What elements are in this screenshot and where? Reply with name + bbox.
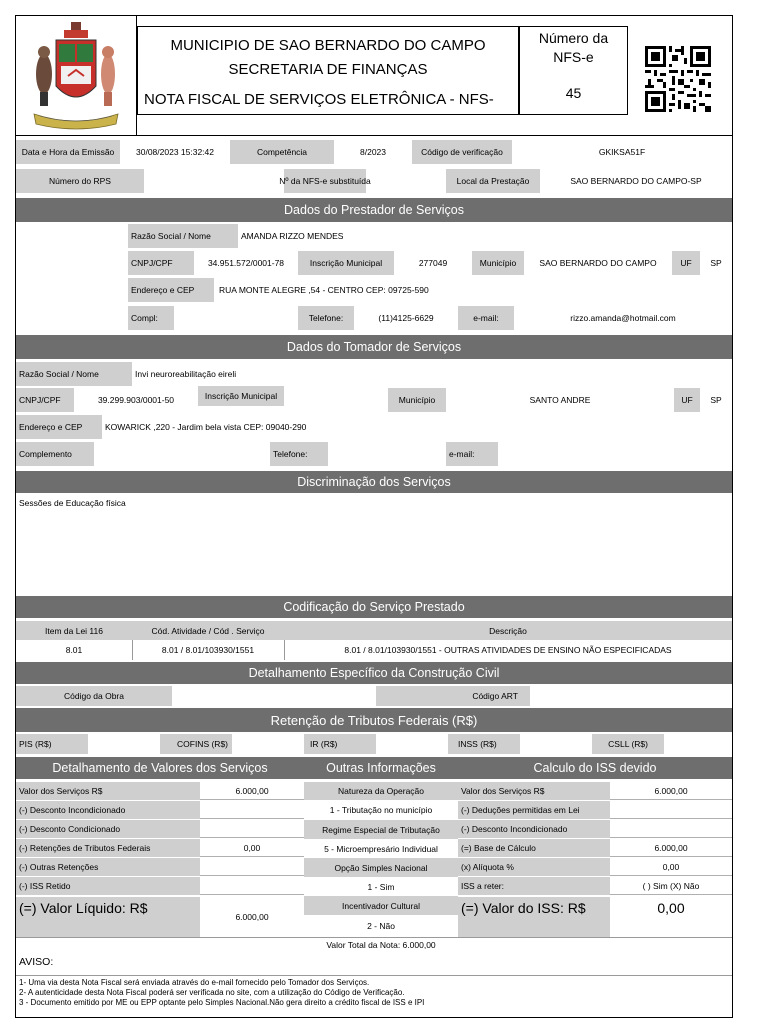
construcao-section-header: Detalhamento Específico da Construção Civil — [16, 662, 732, 684]
discriminacao-section-header: Discriminação dos Serviços — [16, 471, 732, 493]
tomador-im-label: Inscrição Municipal — [198, 386, 284, 406]
prestador-im-value: 277049 — [418, 258, 448, 268]
tomador-endereco-value: KOWARICK ,220 - Jardim bela vista CEP: 09040-290 — [105, 422, 307, 432]
substituida-value — [366, 169, 446, 193]
prestador-email-value: rizzo.amanda@hotmail.com — [570, 313, 676, 323]
iss-row-label: (-) Desconto Incondicionado — [458, 820, 610, 838]
prestador-razao-value: AMANDA RIZZO MENDES — [241, 231, 344, 241]
valores-row-label: (-) Desconto Incondicionado — [16, 801, 200, 819]
emissao-value: 30/08/2023 15:32:42 — [136, 147, 214, 157]
ir-value — [376, 734, 448, 754]
header-line-3: NOTA FISCAL DE SERVIÇOS ELETRÔNICA - NFS- — [144, 91, 494, 108]
prestador-compl-label: Compl: — [128, 306, 174, 330]
competencia-label: Competência — [230, 140, 334, 164]
valores-section-header: Detalhamento de Valores dos Serviços — [16, 757, 304, 779]
retencao-section-header: Retenção de Tributos Federais (R$) — [16, 708, 732, 732]
valor-iss-label-text: (=) Valor do ISS: R$ — [461, 900, 586, 916]
municipal-coat-of-arms-icon — [16, 16, 136, 135]
prestador-im-label: Inscrição Municipal — [298, 251, 394, 275]
tomador-uf-value: SP — [710, 395, 722, 405]
valor-liquido-label-text: (=) Valor Líquido: R$ — [19, 900, 148, 916]
outras-section-header: Outras Informações — [304, 757, 458, 779]
inss-label: INSS (R$) — [448, 734, 520, 754]
iss-row-value: ( ) Sim (X) Não — [610, 877, 732, 895]
cofins-label: COFINS (R$) — [160, 734, 232, 754]
valores-row-value — [200, 877, 304, 895]
prestador-compl-value — [174, 306, 298, 330]
municipality-header-box — [137, 26, 519, 115]
valores-row-value: 6.000,00 — [200, 782, 304, 800]
tomador-section-header: Dados do Tomador de Serviços — [16, 335, 732, 359]
natureza-label: Natureza da Operação — [304, 782, 458, 800]
prestador-razao-label: Razão Social / Nome — [128, 224, 238, 248]
cultural-value: 2 - Não — [367, 921, 395, 931]
iss-row-value: 6.000,00 — [610, 839, 732, 857]
ir-label: IR (R$) — [304, 734, 376, 754]
pis-value — [88, 734, 160, 754]
codificacao-col-item: Item da Lei 116 — [16, 621, 132, 640]
iss-row-value: 6.000,00 — [610, 782, 732, 800]
tomador-complemento-label: Complemento — [16, 442, 94, 466]
iss-row-value — [610, 801, 732, 819]
valores-row-label: Valor dos Serviços R$ — [16, 782, 200, 800]
rps-label: Número do RPS — [16, 169, 144, 193]
codificacao-atividade-value: 8.01 / 8.01/103930/1551 — [161, 645, 255, 655]
prestador-section-header: Dados do Prestador de Serviços — [16, 198, 732, 222]
iss-row-value — [610, 820, 732, 838]
prestador-telefone-value: (11)4125-6629 — [378, 313, 434, 323]
valor-iss-value-text: 0,00 — [657, 900, 685, 916]
iss-row-label: ISS a reter: — [458, 877, 610, 895]
tomador-endereco-label: Endereço e CEP — [16, 415, 102, 439]
cultural-label: Incentivador Cultural — [304, 896, 458, 915]
valores-row-label: (-) Outras Retenções — [16, 858, 200, 876]
rps-value — [144, 169, 284, 193]
tomador-municipio-label: Município — [388, 388, 446, 412]
header-line-1: MUNICIPIO DE SAO BERNARDO DO CAMPO — [170, 37, 486, 54]
aviso-title: AVISO: — [19, 956, 54, 968]
valores-row-value: 0,00 — [200, 839, 304, 857]
verificacao-label: Código de verificação — [412, 140, 512, 164]
valores-row-label: (-) Desconto Condicionado — [16, 820, 200, 838]
iss-row-label: Valor dos Serviços R$ — [458, 782, 610, 800]
prestador-telefone-label: Telefone: — [298, 306, 354, 330]
csll-label: CSLL (R$) — [592, 734, 664, 754]
prestador-cnpj-value: 34.951.572/0001-78 — [207, 258, 285, 268]
nfse-number-box — [519, 26, 628, 115]
tomador-cnpj-label: CNPJ/CPF — [16, 388, 74, 412]
iss-row-label: (-) Deduções permitidas em Lei — [458, 801, 610, 819]
nfse-number-label-2: NFS-e — [553, 49, 594, 65]
tomador-uf-label: UF — [674, 388, 700, 412]
obra-value — [172, 686, 376, 706]
iss-section-header: Calculo do ISS devido — [458, 757, 732, 779]
nfse-number-value: 45 — [565, 85, 582, 101]
crest-area — [16, 16, 136, 135]
tomador-email-label: e-mail: — [446, 442, 498, 466]
aviso-line-2: 2- A autenticidade desta Nota Fiscal poderá ser verificada no site, com a utilização do Código de Verificação. — [19, 988, 405, 997]
tomador-municipio-value: SANTO ANDRE — [529, 395, 591, 405]
prestador-email-label: e-mail: — [458, 306, 514, 330]
codificacao-item-value: 8.01 — [65, 645, 83, 655]
tomador-telefone-value — [328, 442, 446, 466]
tomador-complemento-value — [94, 442, 270, 466]
codificacao-descricao-value: 8.01 / 8.01/103930/1551 - OUTRAS ATIVIDADES DE ENSINO NÃO ESPECIFICADAS — [344, 645, 672, 655]
valores-row-label: (-) ISS Retido — [16, 877, 200, 895]
prestador-municipio-label: Município — [472, 251, 524, 275]
tomador-telefone-label: Telefone: — [270, 442, 328, 466]
regime-value: 5 - Microempresário Individual — [324, 843, 438, 854]
valor-total-nota: Valor Total da Nota: 6.000,00 — [326, 940, 436, 950]
header-line-2: SECRETARIA DE FINANÇAS — [228, 61, 428, 78]
verificacao-value: GKIKSA51F — [598, 147, 646, 157]
simples-label: Opção Simples Nacional — [304, 858, 458, 877]
pis-label: PIS (R$) — [16, 734, 88, 754]
valores-row-label: (-) Retenções de Tributos Federais — [16, 839, 200, 857]
valores-row-value — [200, 801, 304, 819]
prestador-cnpj-label: CNPJ/CPF — [128, 251, 194, 275]
prestador-endereco-label: Endereço e CEP — [128, 278, 214, 302]
tomador-razao-value: Invi neuroreabilitação eireli — [135, 369, 237, 379]
simples-value: 1 - Sim — [367, 881, 395, 892]
tomador-email-value — [498, 442, 732, 466]
prestador-uf-value: SP — [710, 258, 722, 268]
art-label: Código ART — [376, 686, 530, 706]
qr-code-icon — [645, 46, 711, 112]
art-value — [530, 686, 732, 706]
prestador-uf-label: UF — [672, 251, 700, 275]
prestador-municipio-value: SAO BERNARDO DO CAMPO — [539, 258, 657, 268]
tomador-cnpj-value: 39.299.903/0001-50 — [97, 395, 175, 405]
codificacao-section-header: Codificação do Serviço Prestado — [16, 596, 732, 618]
iss-row-label: (x) Alíquota % — [458, 858, 610, 876]
natureza-value: 1 - Tributação no município — [329, 804, 433, 815]
qr-code-area — [645, 46, 711, 112]
valores-row-value — [200, 858, 304, 876]
nfse-number-label-1: Número da — [538, 30, 609, 46]
obra-label: Código da Obra — [16, 686, 172, 706]
aviso-line-3: 3 - Documento emitido por ME ou EPP optante pelo Simples Nacional.Não gera direito a crédito fiscal de ISS e IPI — [19, 998, 425, 1007]
cofins-value — [232, 734, 304, 754]
emissao-label: Data e Hora da Emissão — [16, 140, 120, 164]
local-prestacao-value: SAO BERNARDO DO CAMPO-SP — [570, 176, 702, 186]
competencia-value: 8/2023 — [360, 147, 386, 157]
inss-value — [520, 734, 592, 754]
substituida-label: Nº da NFS-e substituída — [284, 169, 366, 193]
valor-liquido-value: 6.000,00 — [235, 912, 269, 922]
iss-row-label: (=) Base de Cálculo — [458, 839, 610, 857]
valores-row-value — [200, 820, 304, 838]
codificacao-col-descricao: Descrição — [284, 621, 732, 640]
valor-liquido-label — [16, 897, 200, 937]
csll-value — [664, 734, 732, 754]
aviso-line-1: 1- Uma via desta Nota Fiscal será enviada através do e-mail fornecido pelo Tomador dos Serviços. — [19, 978, 370, 987]
prestador-endereco-value: RUA MONTE ALEGRE ,54 - CENTRO CEP: 09725-590 — [219, 285, 429, 295]
codificacao-col-atividade: Cód. Atividade / Cód . Serviço — [132, 621, 284, 640]
valor-iss-label — [458, 897, 610, 937]
iss-row-value: 0,00 — [610, 858, 732, 876]
regime-label: Regime Especial de Tributação — [304, 820, 458, 839]
discriminacao-text: Sessões de Educação física — [19, 498, 126, 508]
tomador-im-value — [284, 388, 388, 412]
local-prestacao-label: Local da Prestação — [446, 169, 540, 193]
tomador-razao-label: Razão Social / Nome — [16, 362, 132, 386]
valor-iss-value — [610, 897, 732, 937]
